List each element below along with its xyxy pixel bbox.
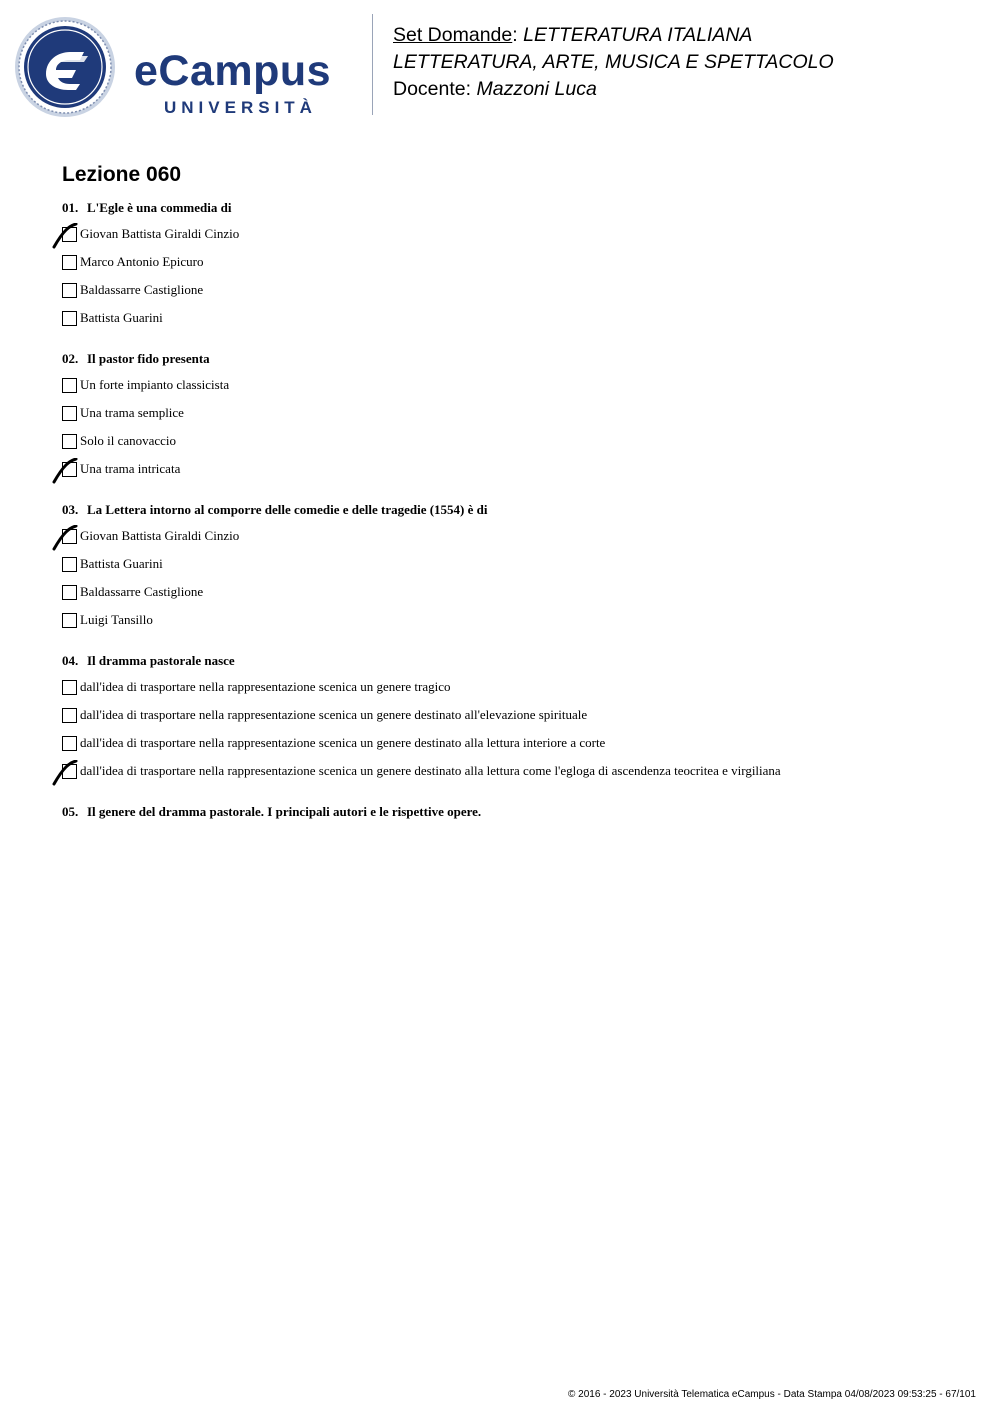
answer-option[interactable] [62,735,962,763]
answer-checkbox[interactable] [62,736,77,751]
question-number: 04. [62,653,79,668]
answer-checkbox[interactable] [62,311,77,326]
answer-option[interactable] [62,556,962,584]
answer-label: dall'idea di trasportare nella rappresentazione scenica un genere destinato alla lettura interiore a corte [80,735,606,750]
question-text: Il genere del dramma pastorale. I principali autori e le rispettive opere. [87,804,482,819]
page-footer: © 2016 - 2023 Università Telematica eCampus - Data Stampa 04/08/2023 09:53:25 - 67/101 [568,1389,976,1400]
check-mark-icon [52,760,80,786]
set-label: Set Domande [393,24,513,46]
university-seal-icon [14,16,116,118]
header-divider [372,14,373,115]
answer-checkbox[interactable] [62,557,77,572]
answer-label: dall'idea di trasportare nella rappresentazione scenica un genere tragico [80,679,451,694]
answer-option[interactable] [62,707,962,735]
answer-option[interactable] [62,282,962,310]
answer-checkbox[interactable] [62,378,77,393]
question-4 [62,653,962,791]
answer-checkbox[interactable] [62,283,77,298]
answer-label: Una trama intricata [80,461,181,476]
answer-label: Una trama semplice [80,405,184,420]
answer-checkbox[interactable] [62,255,77,270]
subject-area: LETTERATURA, ARTE, MUSICA E SPETTACOLO [393,51,834,73]
question-title [62,804,962,820]
question-text: L'Egle è una commedia di [87,200,232,215]
lesson-title: Lezione 060 [62,163,182,186]
answer-label: Giovan Battista Giraldi Cinzio [80,528,240,543]
logo-wordmark: eCampus [134,47,332,95]
answer-option[interactable] [62,584,962,612]
answer-label: Un forte impianto classicista [80,377,230,392]
answer-label: Giovan Battista Giraldi Cinzio [80,226,240,241]
answer-checkbox[interactable] [62,406,77,421]
answer-label: Baldassarre Castiglione [80,282,204,297]
subject: LETTERATURA ITALIANA [523,24,753,46]
answer-label: dall'idea di trasportare nella rappresentazione scenica un genere destinato alla lettura come l'egloga di ascendenza teocritea e virgiliana [80,763,781,778]
answer-label: Luigi Tansillo [80,612,153,627]
answer-option[interactable] [62,405,962,433]
answer-option[interactable] [62,461,962,489]
answer-option[interactable] [62,679,962,707]
teacher-name: Mazzoni Luca [476,78,597,100]
question-text: Il pastor fido presenta [87,351,210,366]
answer-checkbox[interactable] [62,708,77,723]
answer-option[interactable] [62,433,962,461]
answer-checkbox[interactable] [62,613,77,628]
question-title [62,351,962,367]
question-title [62,653,962,669]
answer-option[interactable] [62,612,962,640]
question-3 [62,502,962,640]
set-line: Set Domande: LETTERATURA ITALIANA [393,24,753,46]
answer-label: dall'idea di trasportare nella rappresentazione scenica un genere destinato all'elevazione spirituale [80,707,588,722]
check-mark-icon [52,525,80,551]
answer-checkbox[interactable] [62,434,77,449]
question-set [62,162,962,833]
answer-option[interactable] [62,254,962,282]
answer-option[interactable] [62,528,962,556]
question-text: La Lettera intorno al comporre delle comedie e delle tragedie (1554) è di [87,502,488,517]
teacher-label: Docente: [393,78,472,100]
question-title [62,200,962,216]
question-5 [62,804,962,820]
question-number: 01. [62,200,79,215]
question-number: 05. [62,804,79,819]
answer-option[interactable] [62,763,962,791]
teacher-line [393,76,834,103]
answer-checkbox[interactable] [62,680,77,695]
answer-label: Solo il canovaccio [80,433,177,448]
question-title [62,502,962,518]
check-mark-icon [52,458,80,484]
answer-option[interactable] [62,310,962,338]
answer-label: Battista Guarini [80,310,163,325]
questions-list [62,200,962,820]
logo-tagline: UNIVERSITÀ [164,98,317,117]
answer-label: Battista Guarini [80,556,163,571]
answer-label: Baldassarre Castiglione [80,584,204,599]
ecampus-logo [14,14,359,118]
check-mark-icon [52,223,80,249]
question-number: 03. [62,502,79,517]
question-2 [62,351,962,489]
question-1 [62,200,962,338]
answer-label: Marco Antonio Epicuro [80,254,204,269]
question-number: 02. [62,351,79,366]
answer-checkbox[interactable] [62,585,77,600]
question-text: Il dramma pastorale nasce [87,653,235,668]
answer-option[interactable] [62,377,962,405]
answer-option[interactable] [62,226,962,254]
header-info [393,22,834,103]
